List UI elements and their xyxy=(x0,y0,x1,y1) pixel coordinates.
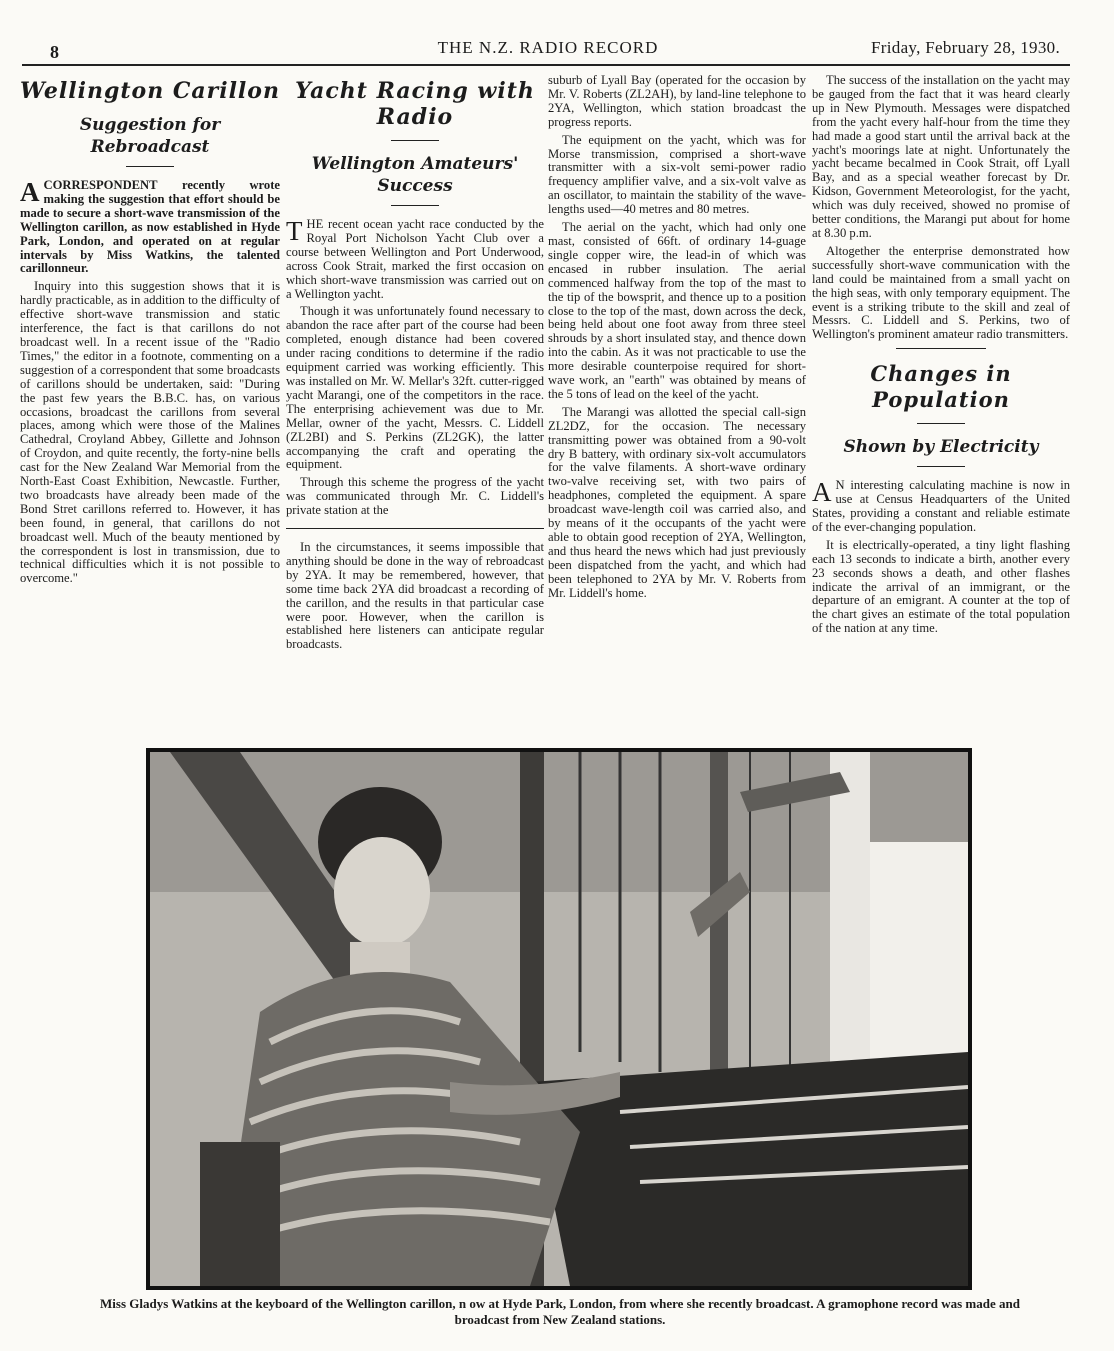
drop-cap: T xyxy=(286,216,303,246)
divider xyxy=(917,466,965,467)
carillon-photograph xyxy=(146,748,972,1290)
article-subheadline: Wellington Amateurs' Success xyxy=(311,154,519,196)
drop-cap: A xyxy=(812,477,832,508)
article-headline: Wellington Carillon xyxy=(20,78,280,104)
article-paragraph xyxy=(20,179,280,276)
divider xyxy=(391,205,439,206)
article-paragraph: suburb of Lyall Bay (operated for the occasion by Mr. V. Roberts (ZL2AH), by land-line telephone to 2YA, Wellington, which station broadcast the progress reports. xyxy=(548,73,806,129)
divider xyxy=(391,140,439,141)
article-headline: Changes in Population xyxy=(870,361,1012,413)
divider xyxy=(896,348,986,349)
column-2 xyxy=(286,74,544,656)
article-paragraph: The equipment on the yacht, which was for Morse transmission, comprised a short-wave transmitter with a six-volt semi-power radio frequency amplifier valve, and a six-volt valve as an oscillator, to maintain the stability of the wave-lengths used—40 metres and 80 metres. xyxy=(548,132,806,217)
article-paragraph: Altogether the enterprise demonstrated how successfully short-wave communication with the land could be maintained from a small yacht on the high seas, with only temporary equipment. The event is a striking tribute to the skill and zeal of Messrs. C. Liddell and S. Perkins, two of Wellington's prominent amateur radio transmitters. xyxy=(812,243,1070,342)
column-3 xyxy=(548,74,806,605)
column-4 xyxy=(812,74,1070,640)
page-number: 8 xyxy=(50,42,60,62)
article-paragraph: Through this scheme the progress of the yacht was communicated through Mr. C. Liddell's private station at the xyxy=(286,475,544,518)
photo-illustration xyxy=(150,752,968,1286)
paragraph-text: recent ocean yacht race conducted by the Royal Port Nicholson Yacht Club over a course between Wellington and Port Underwood, across Cook Strait, marked the first occasion on which short-wave transmission was carried out on a Wellington yacht. xyxy=(286,217,545,301)
article-paragraph: Inquiry into this suggestion shows that it is hardly practicable, as in addition to the difficulty of effective short-wave transmission and static interference, the fact is that carillons do not broadcast well. In a recent issue of the "Radio Times," the editor in a footnote, commenting on a suggestion of a correspondent that some broadcasts of carillons should be undertaken, said: "During the past few years the B.B.C. has, on various occasions, broadcast the carillons from several places, among which were those of the Malines Cathedral, Croyland Abbey, Gillette and Johnson of Croydon, and quite recently, the forty-nine bells cast for the New Zealand War Memorial from the North-East Coast Exhibition, Newcastle. Further, two broadcasts have already been made of the Bond Stret carillons referred to. However, it has been found, in general, that carillons do not broadcast well. Much of the beauty mentioned by the correspondent is lost in transmission, due to technical difficulties which it is not possible to overcome." xyxy=(20,279,280,586)
article-paragraph xyxy=(812,479,1070,535)
paragraph-text: recently wrote making the suggestion that effort should be made to secure a short-wave transmission of the Wellington carillon, as now established in Hyde Park, London, and operated on at regular intervals by Miss Watkins, the talented carillonneur. xyxy=(20,178,280,276)
article-paragraph: The Marangi was allotted the special call-sign ZL2DZ, for the occasion. The necessary transmitting power was obtained from a 90-volt dry B battery, with ordinary six-volt accumulators for the valve filaments. A short-wave ordinary two-valve receiving set, with two pairs of headphones, completed the equipment. A spare broadcast wave-length coil was carried also, and by means of it the occupants of the yacht were able to obtain good reception of 2YA, Wellington, and thus heard the news which had just previously been dispatched from the yacht, and which had been telephoned to 2YA by Mr. V. Roberts from Mr. Liddell's home. xyxy=(548,404,806,600)
paragraph-text: interesting calculating machine is now in use at Census Headquarters of the United States, providing a constant and reliable estimate of the ever-changing population. xyxy=(812,478,1070,534)
publication-title: THE N.Z. RADIO RECORD xyxy=(437,38,659,57)
lead-in: HE xyxy=(306,217,324,231)
article-paragraph: The success of the installation on the yacht may be gauged from the fact that it was heard clearly up in New Plymouth. Messages were dispatched from the yacht every half-hour from the time they had made a good start until the arrival back at the yacht's moorings late at night. Unfortunately the yacht became becalmed in Cook Strait, off Lyall Bay, and as a special weather forecast by Dr. Kidson, Government Meteorologist, for the yacht, which was duly received, showed no promise of better conditions, the Marangi put about for home at 8.30 p.m. xyxy=(812,73,1070,240)
article-subheadline: Suggestion for Rebroadcast xyxy=(79,115,221,157)
article-paragraph: Though it was unfortunately found necessary to abandon the race after part of the course had been completed, enough distance had been covered under racing conditions to determine if the radio equipment carried was working efficiently. This was installed on Mr. W. Mellar's 32ft. cutter-rigged yacht Marangi, one of the competitors in the race. The enterprising achievement was due to Mr. Mellar, owner of the yacht, Messrs. C. Liddell (ZL2BI) and S. Perkins (ZL2GK), the latter accompanying the craft and operating the equipment. xyxy=(286,304,544,472)
divider xyxy=(126,166,174,167)
photo-caption: Miss Gladys Watkins at the keyboard of the Wellington carillon, n ow at Hyde Park, London, from where she recently broadcast. A gramophone record was made and broadcast from New Zealand stations. xyxy=(100,1296,1020,1327)
issue-date: Friday, February 28, 1930. xyxy=(871,38,1060,57)
drop-cap: A xyxy=(20,177,40,207)
article-paragraph xyxy=(286,218,544,301)
article-headline: Yacht Racing with Radio xyxy=(295,78,535,130)
masthead xyxy=(28,36,1068,62)
article-subheadline: Shown by Electricity xyxy=(843,437,1039,458)
article-paragraph: It is electrically-operated, a tiny light flashing each 13 seconds to indicate a birth, another every 23 seconds shows a death, and other flashes indicate the arrival of an immigrant, or the departure of an emigrant. A counter at the top of the chart gives an estimate of the total population of the nation at any time. xyxy=(812,537,1070,636)
divider xyxy=(917,423,965,424)
column-1 xyxy=(20,74,280,590)
divider xyxy=(286,528,544,529)
lead-in: N xyxy=(835,478,845,493)
article-paragraph: The aerial on the yacht, which had only one mast, consisted of 66ft. of ordinary 14-guage single copper wire, the lead-in of which was encased in rubber insulation. The aerial commenced halfway from the top of the mast to the tip of the bowsprit, and thence up to a position close to the top of the mast, down across the deck, being held about one foot away from three steel shrouds by a short insulated stay, and thence down into the cabin. As it was not practicable to use the more desirable counterpoise required for short-wave work, an "earth" was obtained by means of the 5 tons of lead on the keel of the yacht. xyxy=(548,220,806,401)
lead-in: CORRESPONDENT xyxy=(43,178,158,192)
article-paragraph: In the circumstances, it seems impossible that anything should be done in the way of rebroadcast by 2YA. It may be remembered, however, that some time back 2YA did broadcast a recording of the carillon, and the results in that particular case were poor. However, when the carillon is established here listeners can anticipate regular broadcasts. xyxy=(286,540,544,652)
masthead-rule xyxy=(22,64,1070,66)
